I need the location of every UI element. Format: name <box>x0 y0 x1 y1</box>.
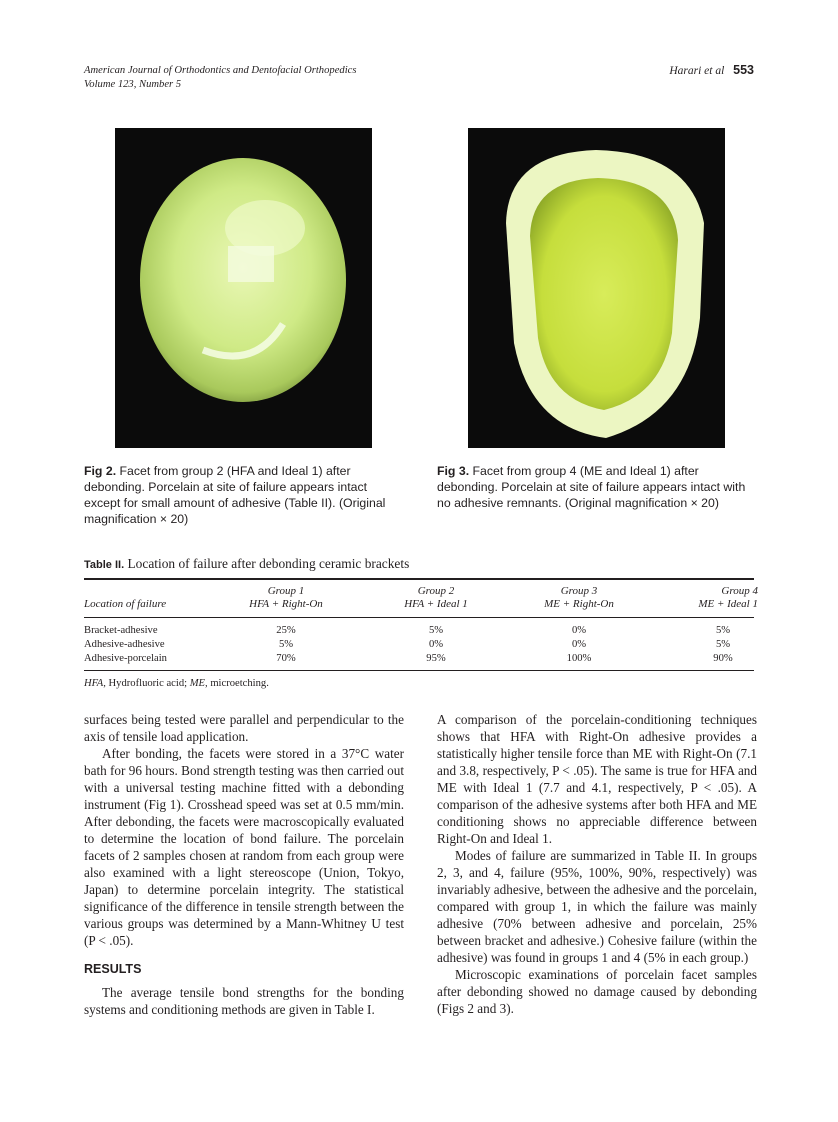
paragraph: Microscopic examinations of porcelain facet samples after debonding showed no damage caused by debonding (Figs 2 and 3). <box>437 967 757 1016</box>
body-left-column <box>84 711 404 1018</box>
table-cell: 0% <box>428 639 444 650</box>
table-cell: 5% <box>428 625 444 636</box>
table-top-rule <box>84 578 754 580</box>
table-footnote: HFA, Hydrofluoric acid; ME, microetching. <box>84 678 269 689</box>
table-row-header: Location of failure <box>84 598 167 610</box>
fig3-caption-text: Facet from group 4 (ME and Ideal 1) after debonding. Porcelain at site of failure appears intact with no adhesive remnants. (Original magnification × 20) <box>437 464 746 510</box>
table-col-group-4: Group 4 ME + Ideal 1 <box>698 585 758 610</box>
table-header-rule <box>84 617 754 618</box>
fig3-photo <box>468 128 725 448</box>
fig2-photo <box>115 128 372 448</box>
body-right-column <box>437 711 757 1017</box>
paragraph: The average tensile bond strengths for the bonding systems and conditioning methods are given in Table I. <box>84 985 404 1017</box>
table-title-text: Location of failure after debonding ceramic brackets <box>127 556 410 571</box>
journal-volume: Volume 123, Number 5 <box>84 79 182 90</box>
results-heading: RESULTS <box>84 962 142 976</box>
running-header-page <box>669 63 754 77</box>
table-label: Table II. <box>84 559 125 571</box>
table-cell: 0% <box>571 639 587 650</box>
author-names: Harari et al <box>669 65 725 77</box>
table-row-label: Bracket-adhesive <box>84 625 158 636</box>
paragraph: surfaces being tested were parallel and perpendicular to the axis of tensile load application. <box>84 712 404 744</box>
table-cell: 5% <box>715 625 731 636</box>
table-cell: 100% <box>566 653 592 664</box>
table-col-group-3: Group 3 ME + Right-On <box>544 585 614 610</box>
table-col-group-2: Group 2 HFA + Ideal 1 <box>404 585 468 610</box>
page-number: 553 <box>733 63 754 77</box>
table-col-group-1: Group 1 HFA + Right-On <box>249 585 323 610</box>
table-cell: 25% <box>276 625 296 636</box>
table-cell: 0% <box>571 625 587 636</box>
fig3-caption <box>437 463 757 511</box>
table-cell: 90% <box>713 653 733 664</box>
table-cell: 5% <box>278 639 294 650</box>
paragraph: Modes of failure are summarized in Table II. In groups 2, 3, and 4, failure (95%, 100%, 90%, respectively) was invariably adhesive, between the adhesive and the porcelain, compared with group 1, in which the failure was mainly adhesive (70% between adhesive and porcelain, 25% between bracket and adhesive.) Cohesive failure (within the adhesive) was found in groups 1 and 4 (5% in each group.) <box>437 848 757 965</box>
table-row-label: Adhesive-porcelain <box>84 653 167 664</box>
table-row-label: Adhesive-adhesive <box>84 639 165 650</box>
fig2-label: Fig 2. <box>84 464 117 478</box>
paragraph: A comparison of the porcelain-conditioning techniques shows that HFA with Right-On adhesive provides a statistically higher tensile force than ME with Right-On (7.1 and 3.8, respectively, P < .05). The same is true for HFA and ME with Ideal 1 (7.7 and 4.1, respectively, P < .05). A comparison of the adhesive systems after both HFA and ME conditioning shows no appreciable difference between Right-On and Ideal 1. <box>437 712 757 846</box>
fig2-caption-text: Facet from group 2 (HFA and Ideal 1) after debonding. Porcelain at site of failure appears intact except for small amount of adhesive (Table II). (Original magnification × 20) <box>84 464 386 526</box>
running-header-journal <box>84 64 356 92</box>
fig2-caption <box>84 463 404 527</box>
journal-title: American Journal of Orthodontics and Dentofacial Orthopedics <box>84 65 357 76</box>
fig3-label: Fig 3. <box>437 464 470 478</box>
table-title <box>84 556 409 572</box>
table-cell: 95% <box>426 653 446 664</box>
paragraph: After bonding, the facets were stored in a 37°C water bath for 96 hours. Bond strength testing was then carried out with a universal testing machine fitted with a debonding instrument (Fig 1). Crosshead speed was set at 0.5 mm/min. After debonding, the facets were macroscopically evaluated to determine the location of bond failure. The porcelain facets of 2 samples chosen at random from each group were also examined with a light stereoscope (Union, Tokyo, Japan) to determine porcelain integrity. The statistical significance of the difference in tensile strength between the various groups was determined by a Mann-Whitney U test (P < .05). <box>84 746 404 948</box>
table-cell: 5% <box>715 639 731 650</box>
table-bottom-rule <box>84 670 754 671</box>
table-cell: 70% <box>276 653 296 664</box>
